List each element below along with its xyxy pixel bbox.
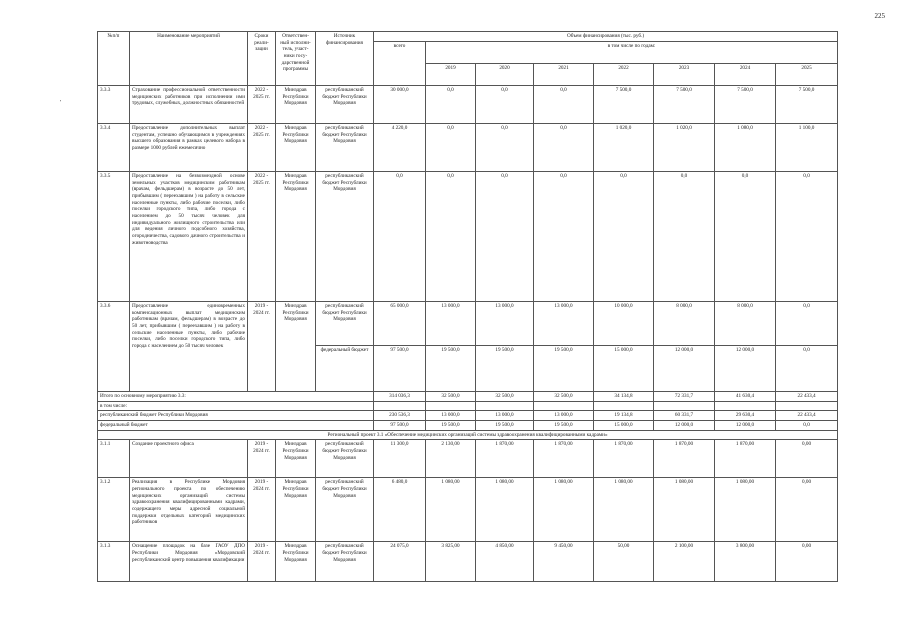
row-term: 2022 - 2025 гг. (248, 86, 276, 124)
total-year-value: 41 630,4 (715, 392, 776, 402)
row-total: 65 000,0 (374, 302, 426, 346)
row-number: 3.1.1 (98, 440, 130, 478)
row-term: 2022 - 2025 гг. (248, 172, 276, 302)
row-year-value: 0,0 (476, 124, 534, 172)
row-source: республиканский бюджет Республики Мордовия (316, 542, 374, 582)
total-year-value: 13 000,0 (534, 411, 594, 421)
row-year-value: 2 130,00 (426, 440, 476, 478)
row-year-value: 1 080,00 (476, 478, 534, 542)
row-source: федеральный бюджет (316, 346, 374, 392)
row-year-value: 50,00 (594, 542, 654, 582)
total-year-value: 34 134,8 (594, 392, 654, 402)
total-row (98, 420, 838, 430)
row-year-value: 0,0 (426, 86, 476, 124)
page-number: 225 (874, 12, 885, 20)
header-year: 2024 (715, 64, 776, 86)
row-year-value: 15 000,0 (594, 346, 654, 392)
total-label: федеральный бюджет (98, 420, 374, 430)
row-responsible: Минздрав Республики Мордовия (276, 124, 316, 172)
total-row (98, 392, 838, 402)
row-year-value: 1 100,0 (776, 124, 838, 172)
total-year-value: 32 500,0 (476, 392, 534, 402)
row-year-value: 7 500,0 (594, 86, 654, 124)
row-year-value: 7 500,0 (715, 86, 776, 124)
total-year-value: 72 331,7 (654, 392, 715, 402)
row-term: 2019 - 2024 гг. (248, 542, 276, 582)
row-year-value: 8 000,0 (715, 302, 776, 346)
row-year-value: 0,0 (776, 346, 838, 392)
row-year-value: 3 825,00 (426, 542, 476, 582)
total-year-value: 0,0 (776, 420, 838, 430)
row-year-value: 12 000,0 (715, 346, 776, 392)
row-term: 2022 - 2025 гг. (248, 124, 276, 172)
row-number: 3.3.3 (98, 86, 130, 124)
row-responsible: Минздрав Республики Мордовия (276, 478, 316, 542)
row-number: 3.3.5 (98, 172, 130, 302)
row-name: Предоставление единовременных компенсационных выплат медицинским работникам (врачам, фельдшерам) в возрасте до 50 лет, прибывшим ( переехавшим ) на работу в сельские населенные пункты, либо рабочие поселки, либо поселки городского типа, либо города с населением до 50 тысяч человек (130, 302, 248, 392)
total-year-value (476, 401, 534, 411)
header-year: 2020 (476, 64, 534, 86)
row-year-value: 1 870,00 (534, 440, 594, 478)
row-year-value: 1 870,00 (715, 440, 776, 478)
table-row (98, 124, 838, 172)
total-year-value: 13 000,0 (476, 411, 534, 421)
row-year-value: 0,00 (776, 440, 838, 478)
row-total: 6 480,0 (374, 478, 426, 542)
total-year-value (654, 401, 715, 411)
row-source: республиканский бюджет Республики Мордовия (316, 440, 374, 478)
total-year-value: 19 134,8 (594, 411, 654, 421)
row-name: Предоставление на безвозмездной основе земельных участков медицинским работникам (врачам, фельдшерам) в возрасте до 50 лет, прибывшим ( переехавшим ) на работу в сельские населенные пункты, либо рабочие поселки, либо поселки городского типа, либо города с населением до 50 тысяч человек для индивидуального жилищного строительства или для ведения личного подсобного хозяйства, огородничества, садового дачного строительства и животноводства (130, 172, 248, 302)
row-year-value: 7 500,0 (654, 86, 715, 124)
header-source: Источник финансирования (316, 32, 374, 86)
total-label: Итого по основному мероприятию 3.3: (98, 392, 374, 402)
row-total: 0,0 (374, 172, 426, 302)
row-year-value: 0,0 (594, 172, 654, 302)
row-year-value: 0,0 (776, 172, 838, 302)
total-label: республиканский бюджет Республики Мордовия (98, 411, 374, 421)
table-row (98, 440, 838, 478)
header-term: Сроки реали-зации (248, 32, 276, 86)
total-value: 230 536,3 (374, 411, 426, 421)
row-year-value: 13 000,0 (476, 302, 534, 346)
row-year-value: 1 080,00 (534, 478, 594, 542)
row-year-value: 1 080,00 (426, 478, 476, 542)
row-year-value: 19 500,0 (534, 346, 594, 392)
total-value (374, 401, 426, 411)
row-year-value: 10 000,0 (594, 302, 654, 346)
row-year-value: 0,0 (534, 86, 594, 124)
project-title: Региональный проект 3.1 «Обеспечение медицинских организаций системы здравоохранения квалифицированными кадрами» (98, 430, 838, 440)
row-year-value: 0,0 (426, 172, 476, 302)
row-number: 3.3.4 (98, 124, 130, 172)
row-total: 24 075,0 (374, 542, 426, 582)
total-year-value: 19 500,0 (534, 420, 594, 430)
row-responsible: Минздрав Республики Мордовия (276, 542, 316, 582)
row-year-value: 0,0 (476, 172, 534, 302)
row-number: 3.1.3 (98, 542, 130, 582)
row-number: 3.3.6 (98, 302, 130, 392)
total-year-value: 22 433,4 (776, 411, 838, 421)
row-year-value: 19 500,0 (426, 346, 476, 392)
total-year-value: 32 500,0 (534, 392, 594, 402)
table-row (98, 302, 838, 346)
row-year-value: 1 020,0 (594, 124, 654, 172)
total-year-value (534, 401, 594, 411)
header-responsible: Ответствен-ный исполни-тель, участ-ники госу-дарственной программы (276, 32, 316, 86)
total-year-value (426, 401, 476, 411)
row-year-value: 2 100,00 (654, 542, 715, 582)
row-number: 3.1.2 (98, 478, 130, 542)
row-responsible: Минздрав Республики Мордовия (276, 172, 316, 302)
row-year-value: 4 850,00 (476, 542, 534, 582)
total-year-value: 13 000,0 (426, 411, 476, 421)
header-by-years: в том числе по годам: (426, 42, 838, 64)
total-year-value: 29 630,4 (715, 411, 776, 421)
header-year: 2022 (594, 64, 654, 86)
total-year-value: 12 000,0 (654, 420, 715, 430)
header-year: 2019 (426, 64, 476, 86)
row-term: 2019 - 2024 гг. (248, 302, 276, 392)
total-row (98, 401, 838, 411)
row-name: Страхование профессиональной ответственности медицинских работников при исполнении ими трудовых, служебных, должностных обязанностей (130, 86, 248, 124)
row-total: 97 500,0 (374, 346, 426, 392)
row-source: республиканский бюджет Республики Мордовия (316, 124, 374, 172)
total-year-value: 19 500,0 (476, 420, 534, 430)
row-responsible: Минздрав Республики Мордовия (276, 302, 316, 392)
row-year-value: 9 450,00 (534, 542, 594, 582)
row-year-value: 8 000,0 (654, 302, 715, 346)
row-year-value: 13 000,0 (534, 302, 594, 346)
row-responsible: Минздрав Республики Мордовия (276, 440, 316, 478)
table-row (98, 478, 838, 542)
row-year-value: 1 870,00 (476, 440, 534, 478)
table-row (98, 172, 838, 302)
total-year-value: 15 000,0 (594, 420, 654, 430)
total-value: 314 036,3 (374, 392, 426, 402)
row-year-value: 0,0 (534, 172, 594, 302)
total-year-value: 12 000,0 (715, 420, 776, 430)
header-year: 2023 (654, 64, 715, 86)
row-year-value: 0,00 (776, 542, 838, 582)
row-year-value: 0,0 (534, 124, 594, 172)
row-source: республиканский бюджет Республики Мордовия (316, 302, 374, 346)
row-name: Оснащение площадок на базе ГАОУ ДПО Республики Мордовия «Мордовский республиканский центр повышения квалификации (130, 542, 248, 582)
row-year-value: 0,0 (776, 302, 838, 346)
row-source: республиканский бюджет Республики Мордовия (316, 478, 374, 542)
row-year-value: 19 500,0 (476, 346, 534, 392)
header-name: Наименование мероприятий (130, 32, 248, 86)
total-year-value: 32 500,0 (426, 392, 476, 402)
row-responsible: Минздрав Республики Мордовия (276, 86, 316, 124)
header-year: 2025 (776, 64, 838, 86)
row-year-value: 1 870,00 (654, 440, 715, 478)
row-year-value: 0,0 (654, 172, 715, 302)
margin-mark: ' (60, 100, 62, 106)
financing-table (97, 31, 838, 582)
header-num: №п/п (98, 32, 130, 86)
total-year-value (594, 401, 654, 411)
total-year-value: 22 433,4 (776, 392, 838, 402)
total-year-value: 60 331,7 (654, 411, 715, 421)
total-year-value (776, 401, 838, 411)
row-name: Реализация в Республике Мордовия регионального проекта по обеспечению медицинских организаций системы здравоохранения квалифицированными кадрами, содержащего меры адресной социальной поддержки отдельных категорий медицинских работников (130, 478, 248, 542)
total-year-value (715, 401, 776, 411)
header-row (98, 32, 838, 42)
header-year: 2021 (534, 64, 594, 86)
table-row (98, 86, 838, 124)
project-row (98, 430, 838, 440)
row-year-value: 1 870,00 (594, 440, 654, 478)
row-total: 30 000,0 (374, 86, 426, 124)
row-year-value: 7 500,0 (776, 86, 838, 124)
row-name: Создание проектного офиса (130, 440, 248, 478)
row-term: 2019 - 2024 гг. (248, 478, 276, 542)
row-year-value: 0,0 (426, 124, 476, 172)
row-year-value: 1 080,00 (715, 478, 776, 542)
row-year-value: 1 080,00 (594, 478, 654, 542)
total-year-value: 19 500,0 (426, 420, 476, 430)
row-name: Предоставление дополнительных выплат студентам, успешно обучающимся в учреждениях высшего образования в рамках целевого набора в размере 1000 рублей ежемесячно (130, 124, 248, 172)
row-year-value: 0,0 (476, 86, 534, 124)
row-year-value: 13 000,0 (426, 302, 476, 346)
row-total: 4 220,0 (374, 124, 426, 172)
row-year-value: 0,0 (715, 172, 776, 302)
total-value: 97 500,0 (374, 420, 426, 430)
row-source: республиканский бюджет Республики Мордовия (316, 172, 374, 302)
row-year-value: 1 080,0 (715, 124, 776, 172)
row-total: 11 300,0 (374, 440, 426, 478)
table-row (98, 542, 838, 582)
header-volume: Объем финансирования (тыс. руб.) (374, 32, 838, 42)
row-year-value: 3 800,00 (715, 542, 776, 582)
row-term: 2019 - 2024 гг. (248, 440, 276, 478)
row-source: республиканский бюджет Республики Мордовия (316, 86, 374, 124)
row-year-value: 1 080,00 (654, 478, 715, 542)
header-total: всего (374, 42, 426, 86)
row-year-value: 12 000,0 (654, 346, 715, 392)
row-year-value: 0,00 (776, 478, 838, 542)
total-row (98, 411, 838, 421)
row-year-value: 1 020,0 (654, 124, 715, 172)
total-label: в том числе: (98, 401, 374, 411)
